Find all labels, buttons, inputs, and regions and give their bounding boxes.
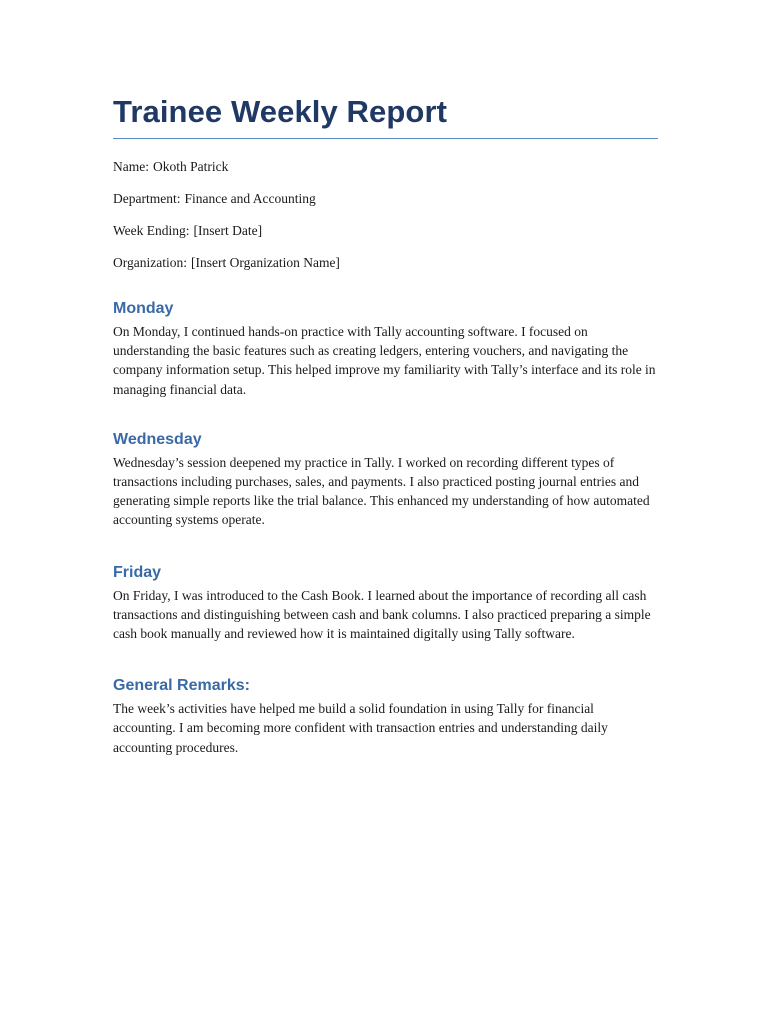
detail-week-ending-value: [Insert Date] xyxy=(193,223,263,238)
section-wednesday xyxy=(113,430,658,530)
detail-department-value: Finance and Accounting xyxy=(184,191,316,206)
section-general-remarks xyxy=(113,676,658,757)
section-body-general-remarks: The week’s activities have helped me build a solid foundation in using Tally for financial accounting. I am becoming more confident with transaction entries and understanding daily accounting procedures. xyxy=(113,701,608,755)
detail-organization-label: Organization: xyxy=(113,255,187,270)
section-body-friday: On Friday, I was introduced to the Cash Book. I learned about the importance of recording all cash transactions and distinguishing between cash and bank columns. I also practiced preparing a simple cash book manually and reviewed how it is maintained digitally using Tally software. xyxy=(113,587,651,642)
section-heading-monday: Monday xyxy=(113,300,174,317)
section-heading-wednesday: Wednesday xyxy=(113,430,202,448)
detail-name-value: Okoth Patrick xyxy=(153,159,229,174)
detail-week-ending xyxy=(113,222,658,239)
detail-department xyxy=(113,190,658,207)
trainee-details xyxy=(113,158,658,271)
section-body-wednesday: Wednesday’s session deepened my practice in Tally. I worked on recording different types of transactions including purchases, sales, and payments. I also practiced posting journal entries and generating simple reports like the trial balance. This enhanced my understanding of how automated accounting systems operate. xyxy=(113,454,650,528)
detail-organization xyxy=(113,254,658,271)
detail-name-label: Name: xyxy=(113,159,149,174)
detail-name xyxy=(113,158,658,175)
section-friday xyxy=(113,563,658,644)
section-heading-friday: Friday xyxy=(113,563,162,581)
section-body-monday: On Monday, I continued hands-on practice with Tally accounting software. I focused on understanding the basic features such as creating ledgers, entering vouchers, and navigating the company information setup. This helped improve my familiarity with Tally’s interface and its role in managing financial data. xyxy=(113,324,656,397)
detail-week-ending-label: Week Ending: xyxy=(113,223,190,238)
detail-organization-value: [Insert Organization Name] xyxy=(190,255,340,270)
detail-department-label: Department: xyxy=(113,191,181,206)
section-heading-general-remarks: General Remarks: xyxy=(113,677,250,695)
document-content xyxy=(113,92,658,757)
section-monday xyxy=(113,299,658,399)
document-title: Trainee Weekly Report xyxy=(113,92,658,139)
